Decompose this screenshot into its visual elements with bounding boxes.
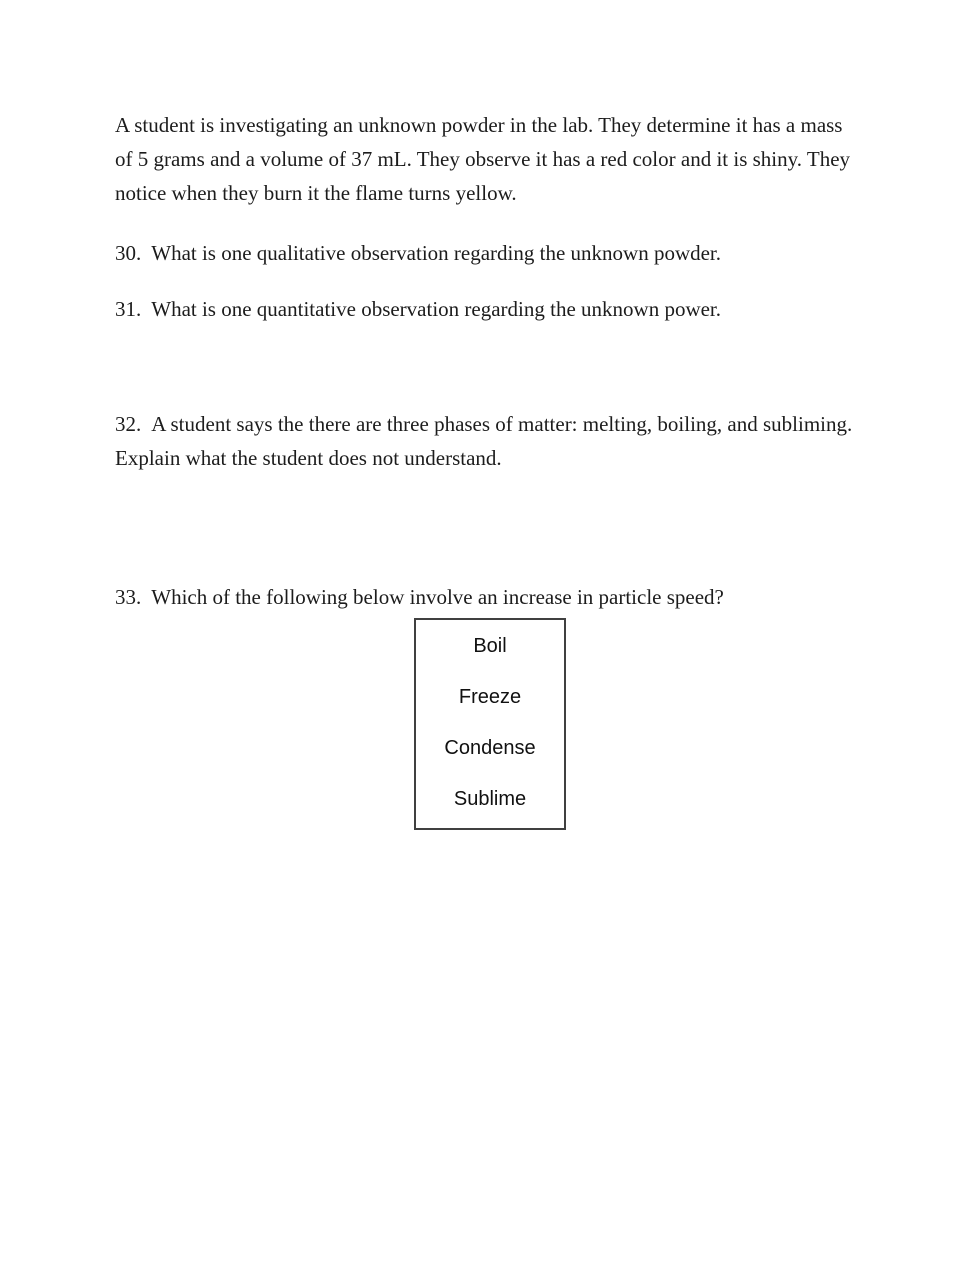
question-33 — [115, 580, 861, 614]
question-31-text: What is one quantitative observation regarding the unknown power. — [151, 297, 722, 321]
answer-option-sublime: Sublime — [453, 788, 527, 810]
question-30 — [115, 236, 861, 270]
question-32-number: 32. — [115, 412, 142, 436]
question-32 — [115, 407, 861, 475]
question-30-text: What is one qualitative observation regarding the unknown powder. — [151, 241, 722, 265]
question-33-number: 33. — [115, 585, 142, 609]
intro-paragraph: A student is investigating an unknown powder in the lab. They determine it has a mass of 5 grams and a volume of 37 mL. They observe it has a red color and it is shiny. They notice when they burn it the flame turns yellow. — [115, 113, 851, 205]
question-31 — [115, 292, 861, 326]
question-33-text: Which of the following below involve an increase in particle speed? — [151, 585, 724, 609]
answer-choices-box — [414, 618, 566, 830]
answer-option-boil: Boil — [473, 635, 507, 657]
question-31-number: 31. — [115, 297, 142, 321]
question-30-number: 30. — [115, 241, 142, 265]
question-32-text: A student says the there are three phases of matter: melting, boiling, and subliming. Explain what the student does not understand. — [115, 412, 853, 470]
answer-option-condense: Condense — [444, 737, 536, 759]
answer-option-freeze: Freeze — [458, 686, 522, 708]
